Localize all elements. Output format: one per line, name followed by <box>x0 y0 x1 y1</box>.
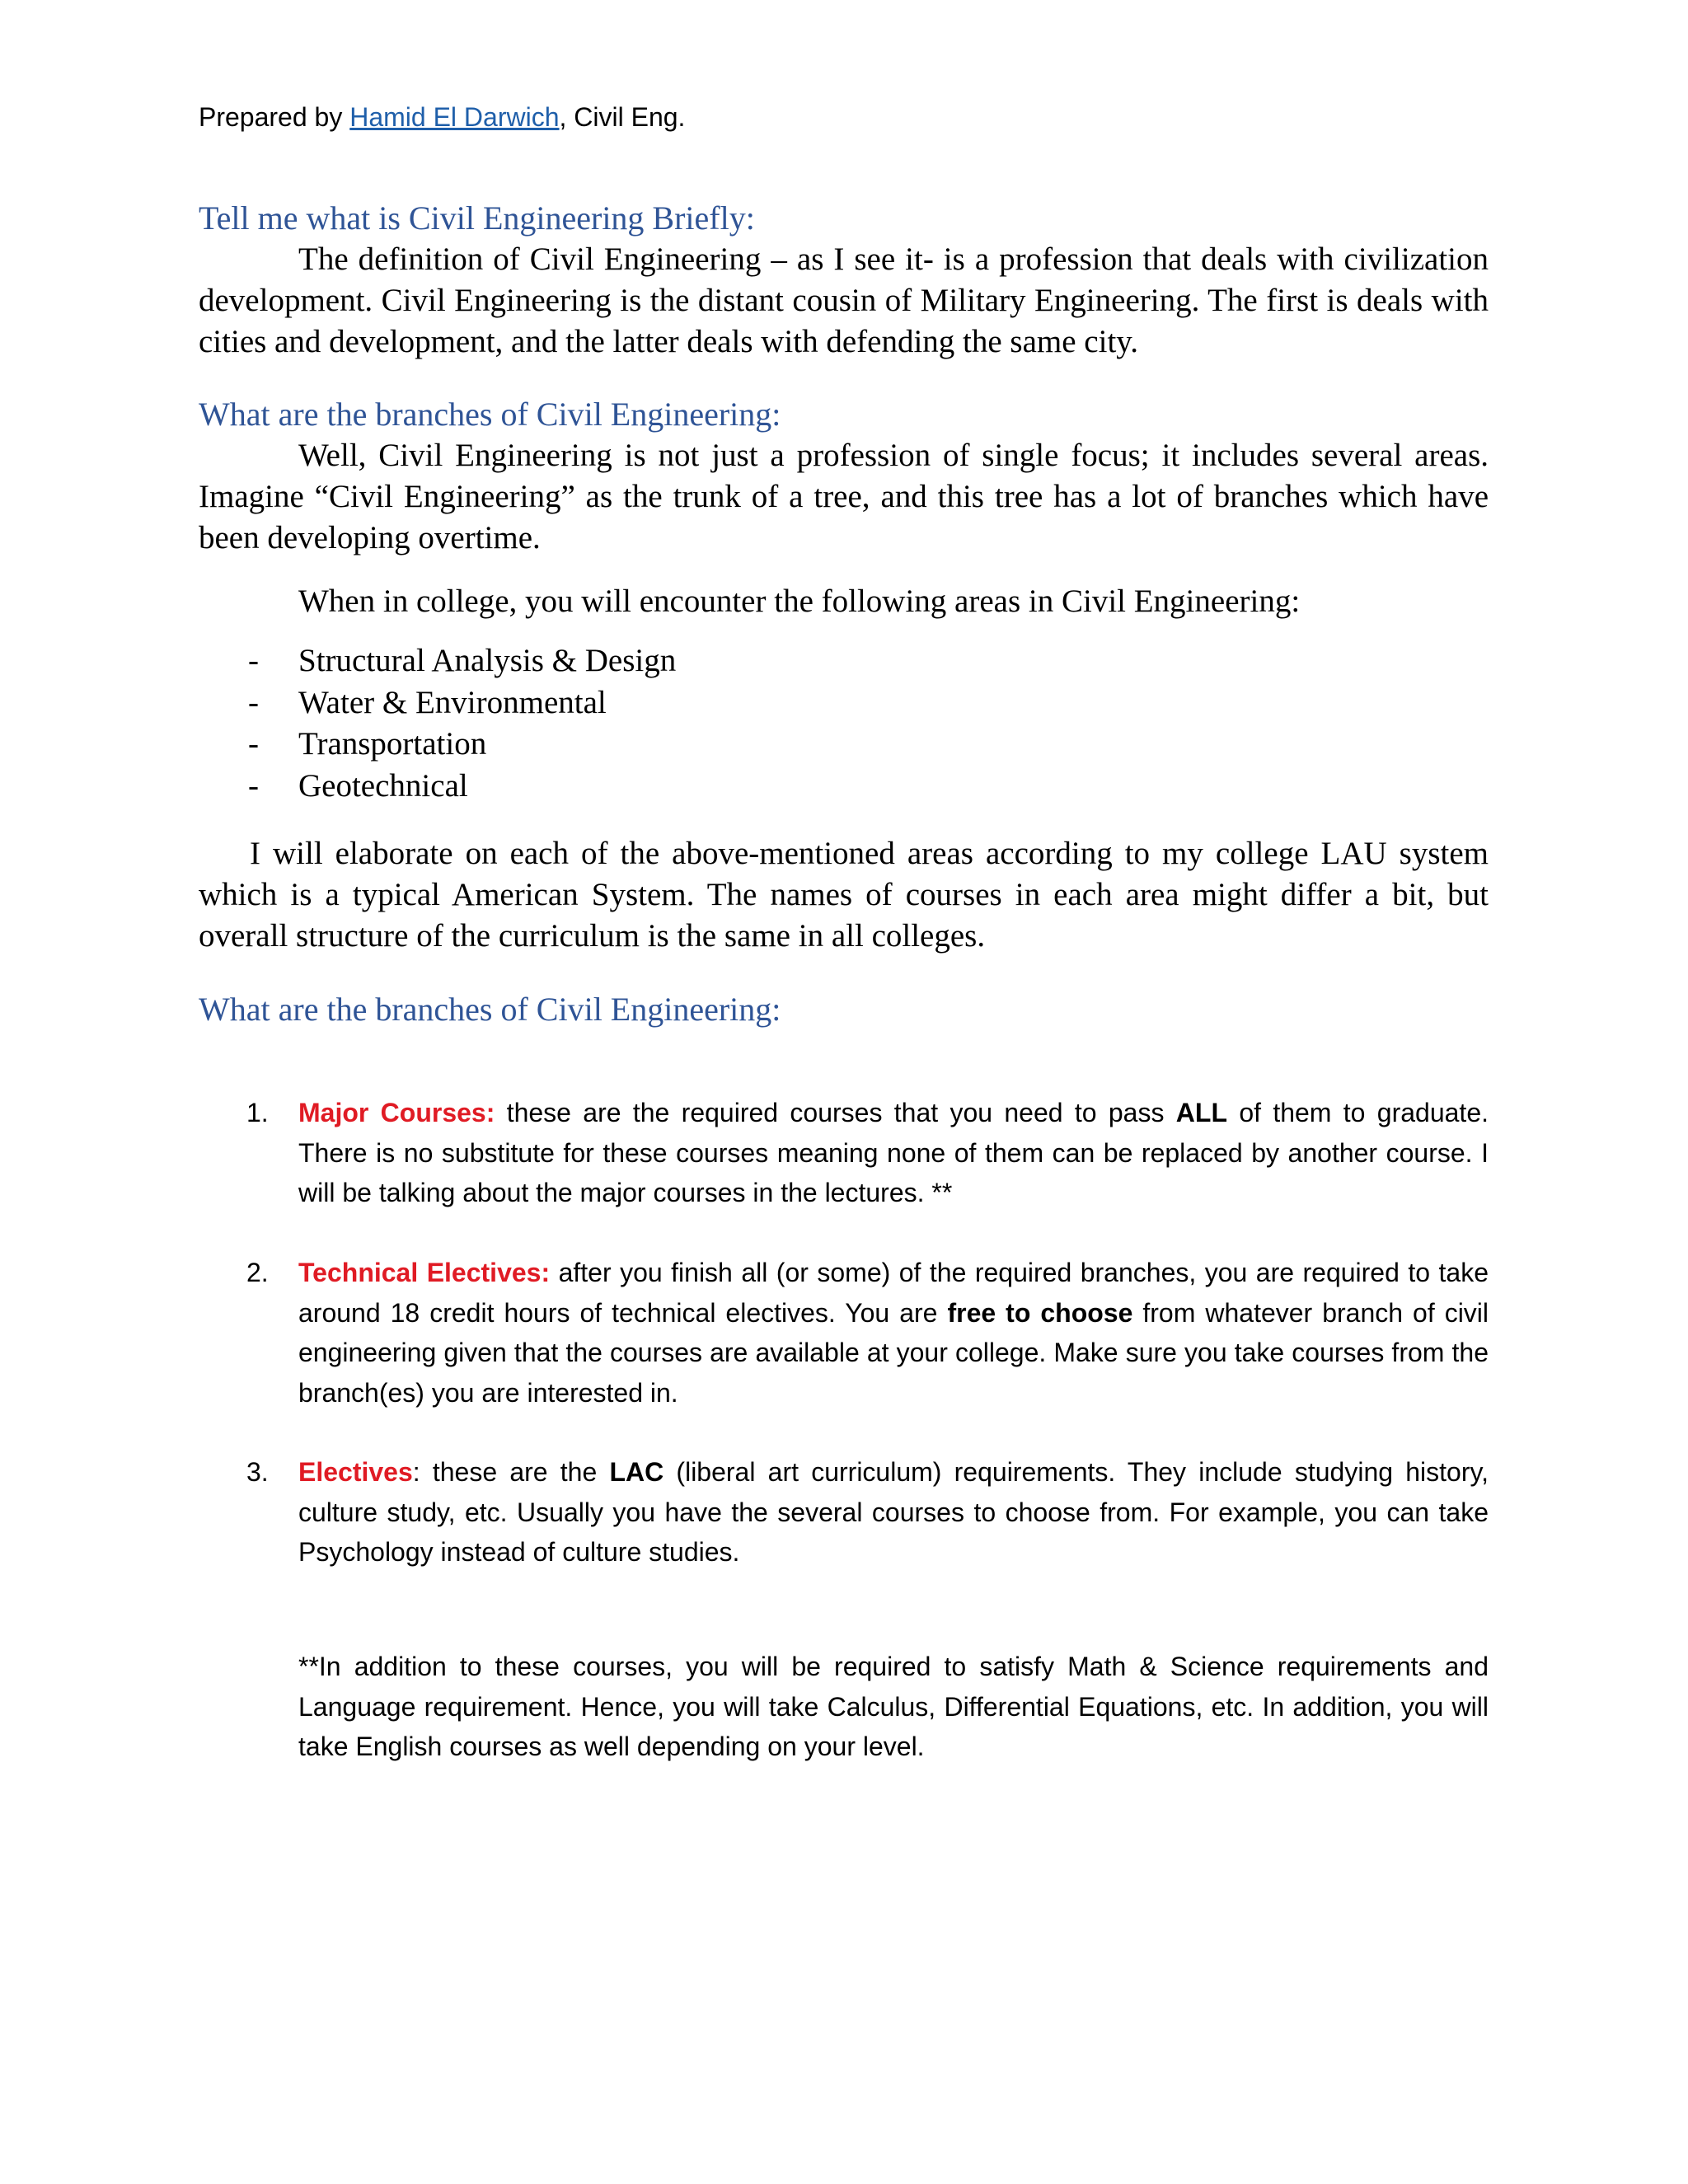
list-item <box>199 682 676 724</box>
item-emphasis: LAC <box>609 1457 664 1487</box>
item-text: of them to graduate. There is no substitute for these courses meaning none of them can be replaced by another course. I will be talking about the major courses in the lectures. ** <box>298 1098 1489 1207</box>
list-number: 2. <box>246 1258 269 1287</box>
item-title: Electives <box>298 1457 413 1487</box>
section-heading-branches: What are the branches of Civil Engineering: <box>199 396 781 433</box>
list-dash: - <box>248 684 259 720</box>
item-emphasis: free to choose <box>947 1297 1133 1328</box>
prepared-by-suffix: , Civil Eng. <box>559 102 686 132</box>
prepared-by-line <box>199 99 685 135</box>
area-label: Transportation <box>298 726 487 762</box>
area-label: Water & Environmental <box>298 684 607 720</box>
list-dash: - <box>248 726 259 762</box>
section-heading-definition: Tell me what is Civil Engineering Briefly: <box>199 199 755 237</box>
list-item-technical-electives <box>199 1253 1489 1413</box>
course-types-list-3 <box>199 1452 1489 1572</box>
area-label: Structural Analysis & Design <box>298 643 677 678</box>
prepared-by-prefix: Prepared by <box>199 102 350 132</box>
list-number: 3. <box>246 1457 269 1487</box>
list-dash: - <box>248 767 259 804</box>
section-heading-courses: What are the branches of Civil Engineering: <box>199 991 781 1028</box>
list-item <box>199 640 676 682</box>
item-text: these are the required courses that you need to pass <box>495 1098 1176 1127</box>
list-item <box>199 766 676 808</box>
requirements-note: **In addition to these courses, you will be required to satisfy Math & Science requirements and Language requirement. Hence, you will take Calculus, Differential Equations, etc. In addition, you will take English courses as well depending on your level. <box>298 1652 1489 1761</box>
item-text: after you finish all (or some) of the required branches, you are required to take around 18 credit hours of technical electives. You are <box>298 1258 1489 1328</box>
list-item-electives <box>199 1452 1489 1572</box>
branches-paragraph: Well, Civil Engineering is not just a profession of single focus; it includes several areas. Imagine “Civil Engineering” as the trunk of a tree, and this tree has a lot of branches which have been developing overtime. <box>199 438 1489 555</box>
item-emphasis: ALL <box>1175 1098 1227 1127</box>
elaborate-paragraph: I will elaborate on each of the above-mentioned areas according to my college LAU system which is a typical American System. The names of courses in each area might differ a bit, but overall structure of the curriculum is the same in all colleges. <box>199 836 1489 954</box>
list-dash: - <box>248 643 259 678</box>
item-text: (liberal art curriculum) requirements. They include studying history, culture study, etc. Usually you have the several courses to choose from. For example, you can take Psychology instead of culture studies. <box>298 1457 1489 1567</box>
area-label: Geotechnical <box>298 767 468 804</box>
course-types-list <box>199 1093 1489 1213</box>
areas-intro: When in college, you will encounter the following areas in Civil Engineering: <box>298 583 1301 619</box>
item-title: Major Courses: <box>298 1098 495 1127</box>
list-item-major-courses <box>199 1093 1489 1213</box>
list-item <box>199 724 676 766</box>
list-number: 1. <box>246 1098 269 1127</box>
course-types-list-2 <box>199 1253 1489 1413</box>
item-text: : these are the <box>412 1457 610 1487</box>
item-title: Technical Electives: <box>298 1258 551 1287</box>
definition-paragraph: The definition of Civil Engineering – as I see it- is a profession that deals with civilization development. Civil Engineering is the distant cousin of Military Engineering. The first is deals with cities and development, and the latter deals with defending the same city. <box>199 241 1489 359</box>
areas-list <box>199 640 676 807</box>
item-text: from whatever branch of civil engineering given that the courses are available at your college. Make sure you take courses from the branch(es) you are interested in. <box>298 1297 1489 1408</box>
author-link[interactable]: Hamid El Darwich <box>349 102 560 132</box>
